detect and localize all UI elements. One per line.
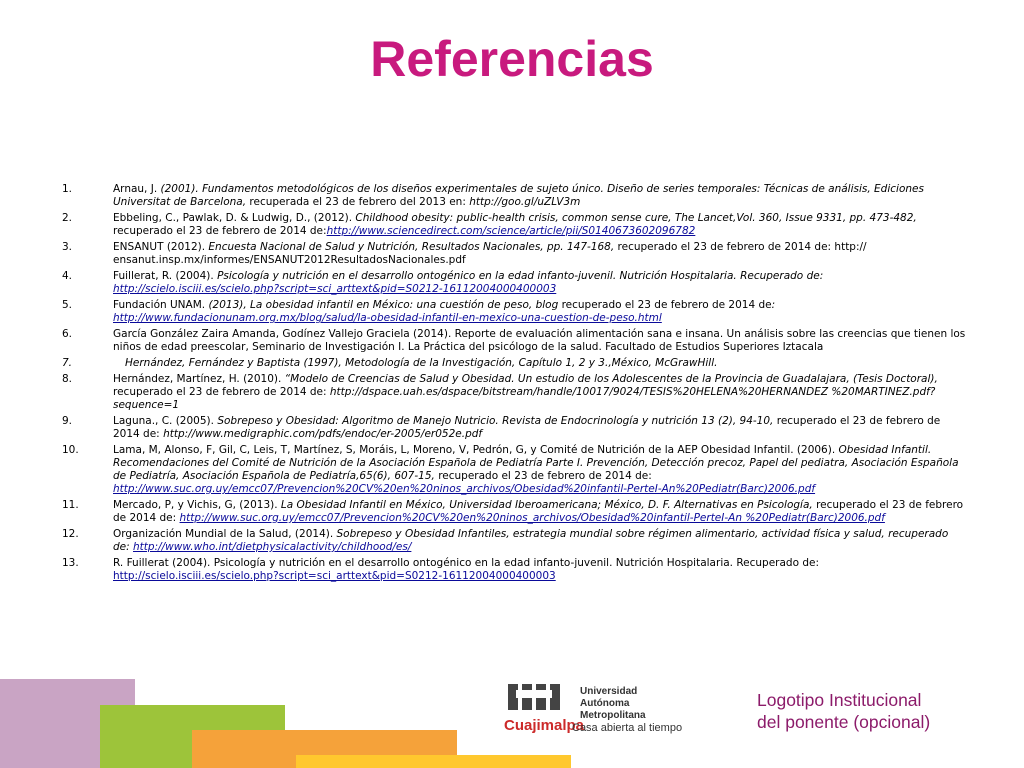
- reference-number: 3.: [62, 241, 73, 253]
- reference-text: Fuillerat, R. (2004).: [113, 270, 218, 282]
- reference-text: Hernández, Martínez, H. (2010).: [113, 373, 285, 385]
- reference-text: Sobrepeso y Obesidad Infantiles, estrategia mundial sobre régimen alimentario, actividad física y salud, recuperado de:: [113, 528, 949, 553]
- reference-number: 9.: [62, 415, 73, 427]
- reference-item: [58, 270, 968, 296]
- institution-logo: [502, 682, 702, 742]
- reference-text: Arnau, J.: [113, 183, 161, 195]
- reference-text: Sobrepeso y Obesidad: Algoritmo de Manejo Nutricio. Revista de Endocrinología y nutrición 13 (2), 94-10,: [217, 415, 774, 427]
- reference-text: ENSANUT (2012).: [113, 241, 209, 253]
- reference-item: [58, 241, 968, 267]
- decorative-bar-yellow: [296, 755, 571, 768]
- reference-number: 1.: [62, 183, 73, 195]
- uam-emblem-icon: [508, 684, 560, 710]
- reference-link[interactable]: http://www.suc.org.uy/emcc07/Prevencion%20CV%20en%20ninos_archivos/Obesidad%20infantil-PerteI-An %20Pediatr(Barc)2006.pdf: [179, 512, 885, 524]
- reference-text: Childhood obesity: public-health crisis, common sense cure, The Lancet,Vol. 360, Issue 9331, pp. 473-482,: [355, 212, 917, 224]
- placeholder-line-2: del ponente (opcional): [757, 712, 931, 732]
- reference-item: [58, 415, 968, 441]
- reference-number: 11.: [62, 499, 79, 511]
- reference-text: http://goo.gl/uZLV3m: [469, 196, 581, 208]
- reference-item: [58, 328, 968, 354]
- reference-item: [58, 557, 968, 583]
- reference-link[interactable]: http://www.fundacionunam.org.mx/blog/salud/la-obesidad-infantil-en-mexico-una-cuestion-de-peso.html: [113, 312, 662, 324]
- reference-text: La Obesidad Infantil en México, Universidad Iberoamericana; México, D. F. Alternativas en Psicología,: [280, 499, 813, 511]
- reference-list: [58, 183, 968, 586]
- reference-link[interactable]: http://www.who.int/dietphysicalactivity/childhood/es/: [133, 541, 412, 553]
- reference-text: Encuesta Nacional de Salud y Nutrición, Resultados Nacionales, pp. 147-168,: [208, 241, 615, 253]
- reference-link[interactable]: http://scielo.isciii.es/scielo.php?script=sci_arttext&pid=S0212-16112004000400003: [113, 570, 556, 582]
- reference-text: recuperado el 23 de febrero de 2014 de:: [113, 386, 330, 398]
- reference-text: R. Fuillerat (2004). Psicología y nutrición en el desarrollo ontogénico en la edad infanto-juvenil. Nutrición Hospitalaria. Recuperado de:: [113, 557, 820, 569]
- logo-line-2: Autónoma: [580, 698, 630, 709]
- reference-text: recuperado el 23 de febrero de 2014 de: [558, 299, 772, 311]
- reference-text: recuperado el 23 de febrero de 2014 de:: [113, 415, 941, 440]
- slide-title: Referencias: [370, 31, 654, 87]
- reference-text: recuperado el 23 de febrero de 2014 de:: [113, 225, 327, 237]
- reference-number: 2.: [62, 212, 73, 224]
- reference-text: http://www.medigraphic.com/pdfs/endoc/er-2005/er052e.pdf: [163, 428, 483, 440]
- reference-item: [58, 357, 968, 370]
- reference-text: Lama, M, Alonso, F, Gil, C, Leis, T, Martínez, S, Moráis, L, Moreno, V, Pedrón, G, y Comité de Nutrición de la AEP Obesidad Infantil. (2006).: [113, 444, 839, 456]
- reference-text: Hernández, Fernández y Baptista (1997), Metodología de la Investigación, Capítulo 1, 2 y 3.,México, McGrawHill.: [125, 357, 718, 369]
- reference-number: 8.: [62, 373, 73, 385]
- logo-line-1: Universidad: [580, 686, 638, 697]
- reference-text: recuperada el 23 de febrero del 2013 en:: [246, 196, 470, 208]
- reference-text: Obesidad Infantil. Recomendaciones del Comité de Nutrición de la Asociación Española de Pediatría Parte I. Prevención, Detección precoz, Papel del pediatra, Asociación Española de Pediatría, Asociación Española de Pediatría,65(6), 607-15,: [113, 444, 959, 482]
- reference-number: 4.: [62, 270, 73, 282]
- reference-text: Psicología y nutrición en el desarrollo ontogénico en la edad infanto-juvenil. Nutrición Hospitalaria. Recuperado de:: [217, 270, 824, 282]
- reference-item: [58, 499, 968, 525]
- reference-text: Organización Mundial de la Salud, (2014).: [113, 528, 337, 540]
- reference-text: recuperado el 23 de febrero de 2014 de:: [113, 499, 964, 524]
- reference-number: 12.: [62, 528, 79, 540]
- reference-text: :: [771, 299, 776, 311]
- reference-item: [58, 444, 968, 496]
- reference-number: 10.: [62, 444, 79, 456]
- reference-text: (2013), La obesidad infantil en México: una cuestión de peso, blog: [208, 299, 559, 311]
- reference-text: Laguna., C. (2005).: [113, 415, 218, 427]
- reference-text: Mercado, P, y Vichis, G, (2013).: [113, 499, 281, 511]
- reference-number: 5.: [62, 299, 73, 311]
- reference-text: “Modelo de Creencias de Salud y Obesidad. Un estudio de los Adolescentes de la Provincia de Guadalajara, (Tesis Doctoral),: [284, 373, 938, 385]
- reference-text: Ebbeling, C., Pawlak, D. & Ludwig, D., (2012).: [113, 212, 356, 224]
- logo-line-3: Metropolitana: [580, 710, 646, 721]
- reference-text: (2001). Fundamentos metodológicos de los diseños experimentales de sujeto único. Diseño de series temporales: Técnicas de análisis, Ediciones Universitat de Barcelona,: [113, 183, 924, 208]
- reference-number: 6.: [62, 328, 73, 340]
- reference-item: [58, 183, 968, 209]
- reference-link[interactable]: http://scielo.isciii.es/scielo.php?script=sci_arttext&pid=S0212-16112004000400003: [113, 283, 557, 295]
- logo-unit-name: Cuajimalpa: [504, 717, 585, 734]
- reference-text: recuperado el 23 de febrero de 2014 de:: [434, 470, 652, 482]
- reference-number: 13.: [62, 557, 79, 569]
- reference-link[interactable]: http://www.suc.org.uy/emcc07/Prevencion%20CV%20en%20ninos_archivos/Obesidad%20infantil-PerteI-An%20Pediatr(Barc)2006.pdf: [113, 483, 816, 495]
- reference-text: recuperado el 23 de febrero de 2014 de: http:// ensanut.insp.mx/informes/ENSANUT2012ResultadosNacionales.pdf: [113, 241, 867, 266]
- logo-motto: Casa abierta al tiempo: [572, 722, 683, 734]
- logo-placeholder-text: [757, 689, 930, 733]
- reference-item: [58, 299, 968, 325]
- reference-text: Fundación UNAM.: [113, 299, 209, 311]
- reference-text: http://dspace.uah.es/dspace/bitstream/handle/10017/9024/TESIS%20HELENA%20HERNANDEZ %20MARTINEZ.pdf?sequence=1: [113, 386, 936, 411]
- reference-item: [58, 528, 968, 554]
- reference-link[interactable]: http://www.sciencedirect.com/science/article/pii/S0140673602096782: [326, 225, 696, 237]
- reference-item: [58, 212, 968, 238]
- reference-item: [58, 373, 968, 412]
- reference-number: 7.: [62, 357, 73, 369]
- reference-text: García González Zaira Amanda, Godínez Vallejo Graciela (2014). Reporte de evaluación alimentación sana e insana. Un análisis sobre las creencias que tienen los niños de edad preescolar, Seminario de Investigación I. La Práctica del psicólogo de la salud. Facultado de Estudios Superiores Iztacala: [113, 328, 966, 353]
- placeholder-line-1: Logotipo Institucional: [757, 690, 922, 710]
